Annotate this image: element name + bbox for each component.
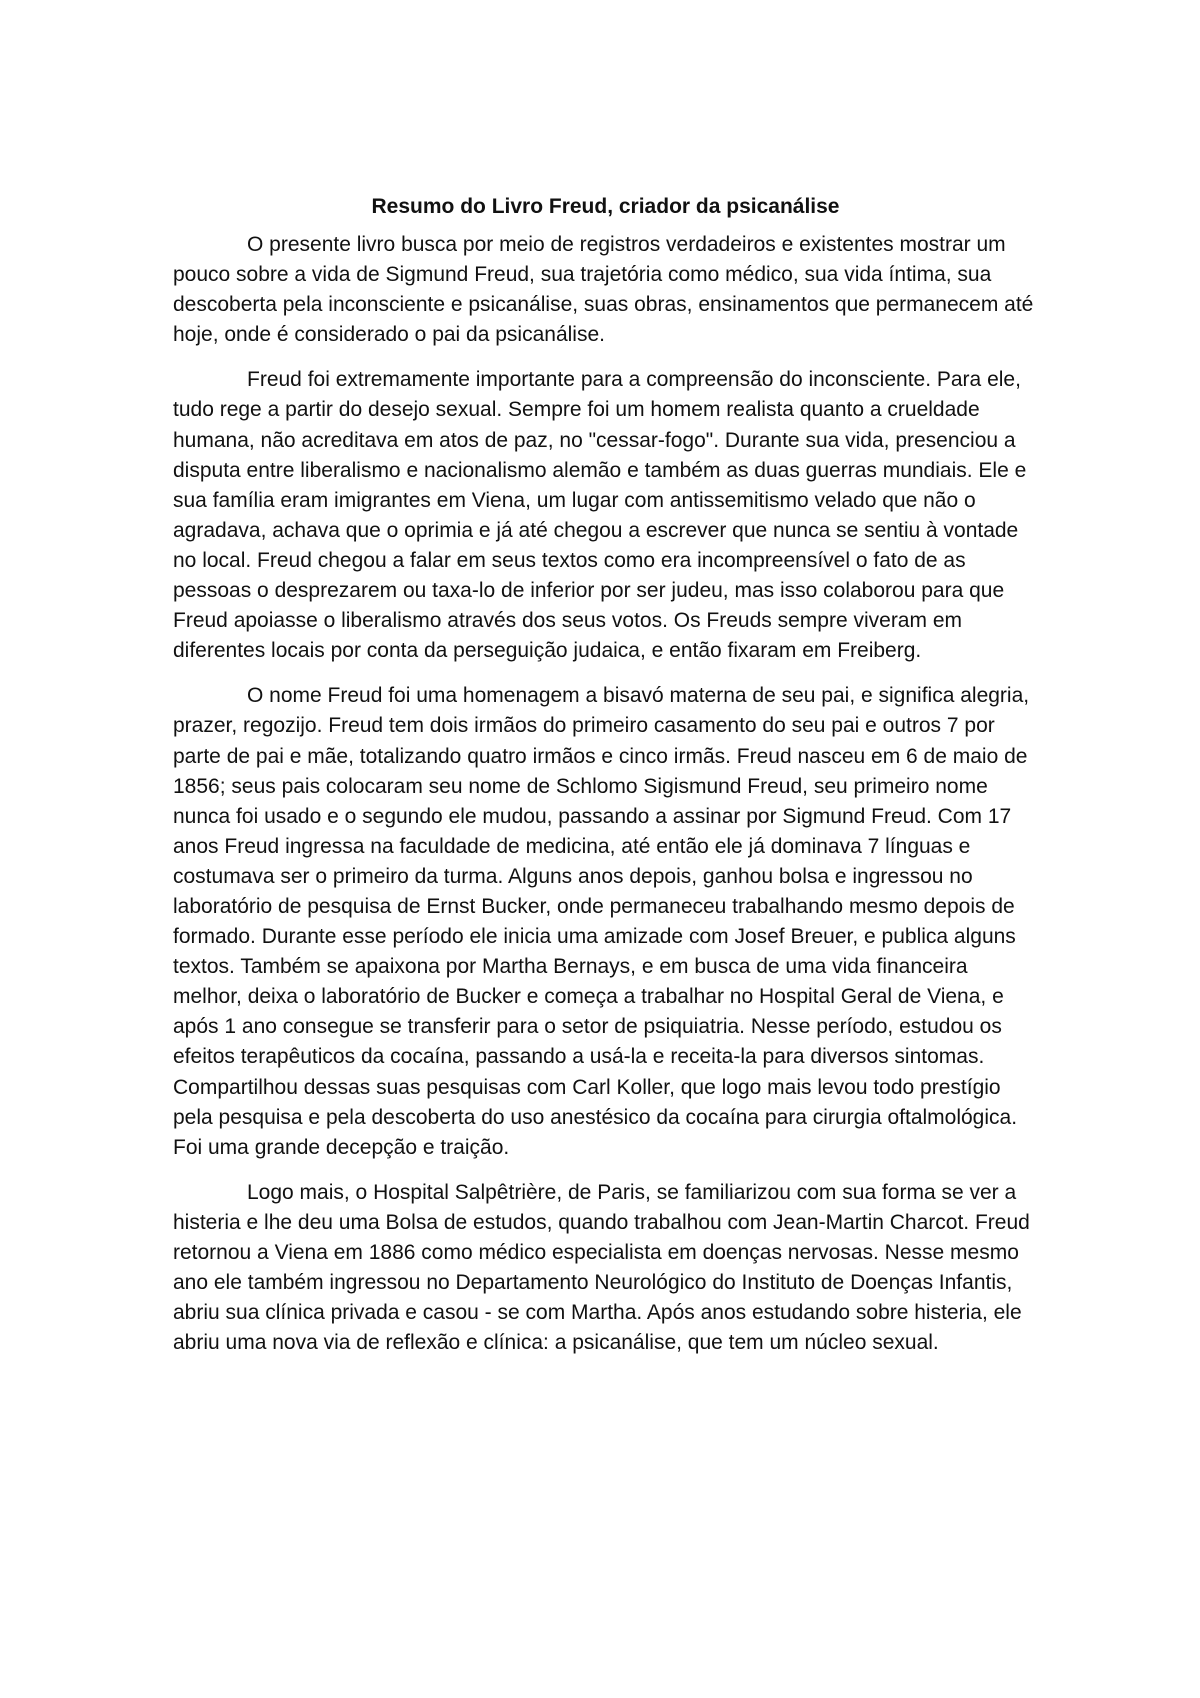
document-title: Resumo do Livro Freud, criador da psicanálise: [371, 195, 840, 218]
paragraph: Logo mais, o Hospital Salpêtrière, de Paris, se familiarizou com sua forma se ver a histeria e lhe deu uma Bolsa de estudos, quando trabalhou com Jean-Martin Charcot. Freud retornou a Viena em 1886 como médico especialista em doenças nervosas. Nesse mesmo ano ele também ingressou no Departamento Neurológico do Instituto de Doenças Infantis, abriu sua clínica privada e casou - se com Martha. Após anos estudando sobre histeria, ele abriu uma nova via de reflexão e clínica: a psicanálise, que tem um núcleo sexual.: [173, 1180, 1030, 1355]
paragraph: O presente livro busca por meio de registros verdadeiros e existentes mostrar um pouco sobre a vida de Sigmund Freud, sua trajetória como médico, sua vida íntima, sua descoberta pela inconsciente e psicanálise, suas obras, ensinamentos que permanecem até hoje, onde é considerado o pai da psicanálise.: [173, 233, 1034, 347]
document-body: [173, 192, 1038, 1373]
paragraph: O nome Freud foi uma homenagem a bisavó materna de seu pai, e significa alegria, prazer, regozijo. Freud tem dois irmãos do primeiro casamento do seu pai e outros 7 por parte de pai e mãe, totalizando quatro irmãos e cinco irmãs. Freud nasceu em 6 de maio de 1856; seus pais colocaram seu nome de Schlomo Sigismund Freud, seu primeiro nome nunca foi usado e o segundo ele mudou, passando a assinar por Sigmund Freud. Com 17 anos Freud ingressa na faculdade de medicina, até então ele já dominava 7 línguas e costumava ser o primeiro da turma. Alguns anos depois, ganhou bolsa e ingressou no laboratório de pesquisa de Ernst Bucker, onde permaneceu trabalhando mesmo depois de formado. Durante esse período ele inicia uma amizade com Josef Breuer, e publica alguns textos. Também se apaixona por Martha Bernays, e em busca de uma vida financeira melhor, deixa o laboratório de Bucker e começa a trabalhar no Hospital Geral de Viena, e após 1 ano consegue se transferir para o setor de psiquiatria. Nesse período, estudou os efeitos terapêuticos da cocaína, passando a usá-la e receita-la para diversos sintomas. Compartilhou dessas suas pesquisas com Carl Koller, que logo mais levou todo prestígio pela pesquisa e pela descoberta do uso anestésico da cocaína para cirurgia oftalmológica. Foi uma grande decepção e traição.: [173, 684, 1030, 1159]
paragraph: Freud foi extremamente importante para a compreensão do inconsciente. Para ele, tudo rege a partir do desejo sexual. Sempre foi um homem realista quanto a crueldade humana, não acreditava em atos de paz, no "cessar-fogo". Durante sua vida, presenciou a disputa entre liberalismo e nacionalismo alemão e também as duas guerras mundiais. Ele e sua família eram imigrantes em Viena, um lugar com antissemitismo velado que não o agradava, achava que o oprimia e já até chegou a escrever que nunca se sentiu à vontade no local. Freud chegou a falar em seus textos como era incompreensível o fato de as pessoas o desprezarem ou taxa-lo de inferior por ser judeu, mas isso colaborou para que Freud apoiasse o liberalismo através dos seus votos. Os Freuds sempre viveram em diferentes locais por conta da perseguição judaica, e então fixaram em Freiberg.: [173, 368, 1027, 663]
